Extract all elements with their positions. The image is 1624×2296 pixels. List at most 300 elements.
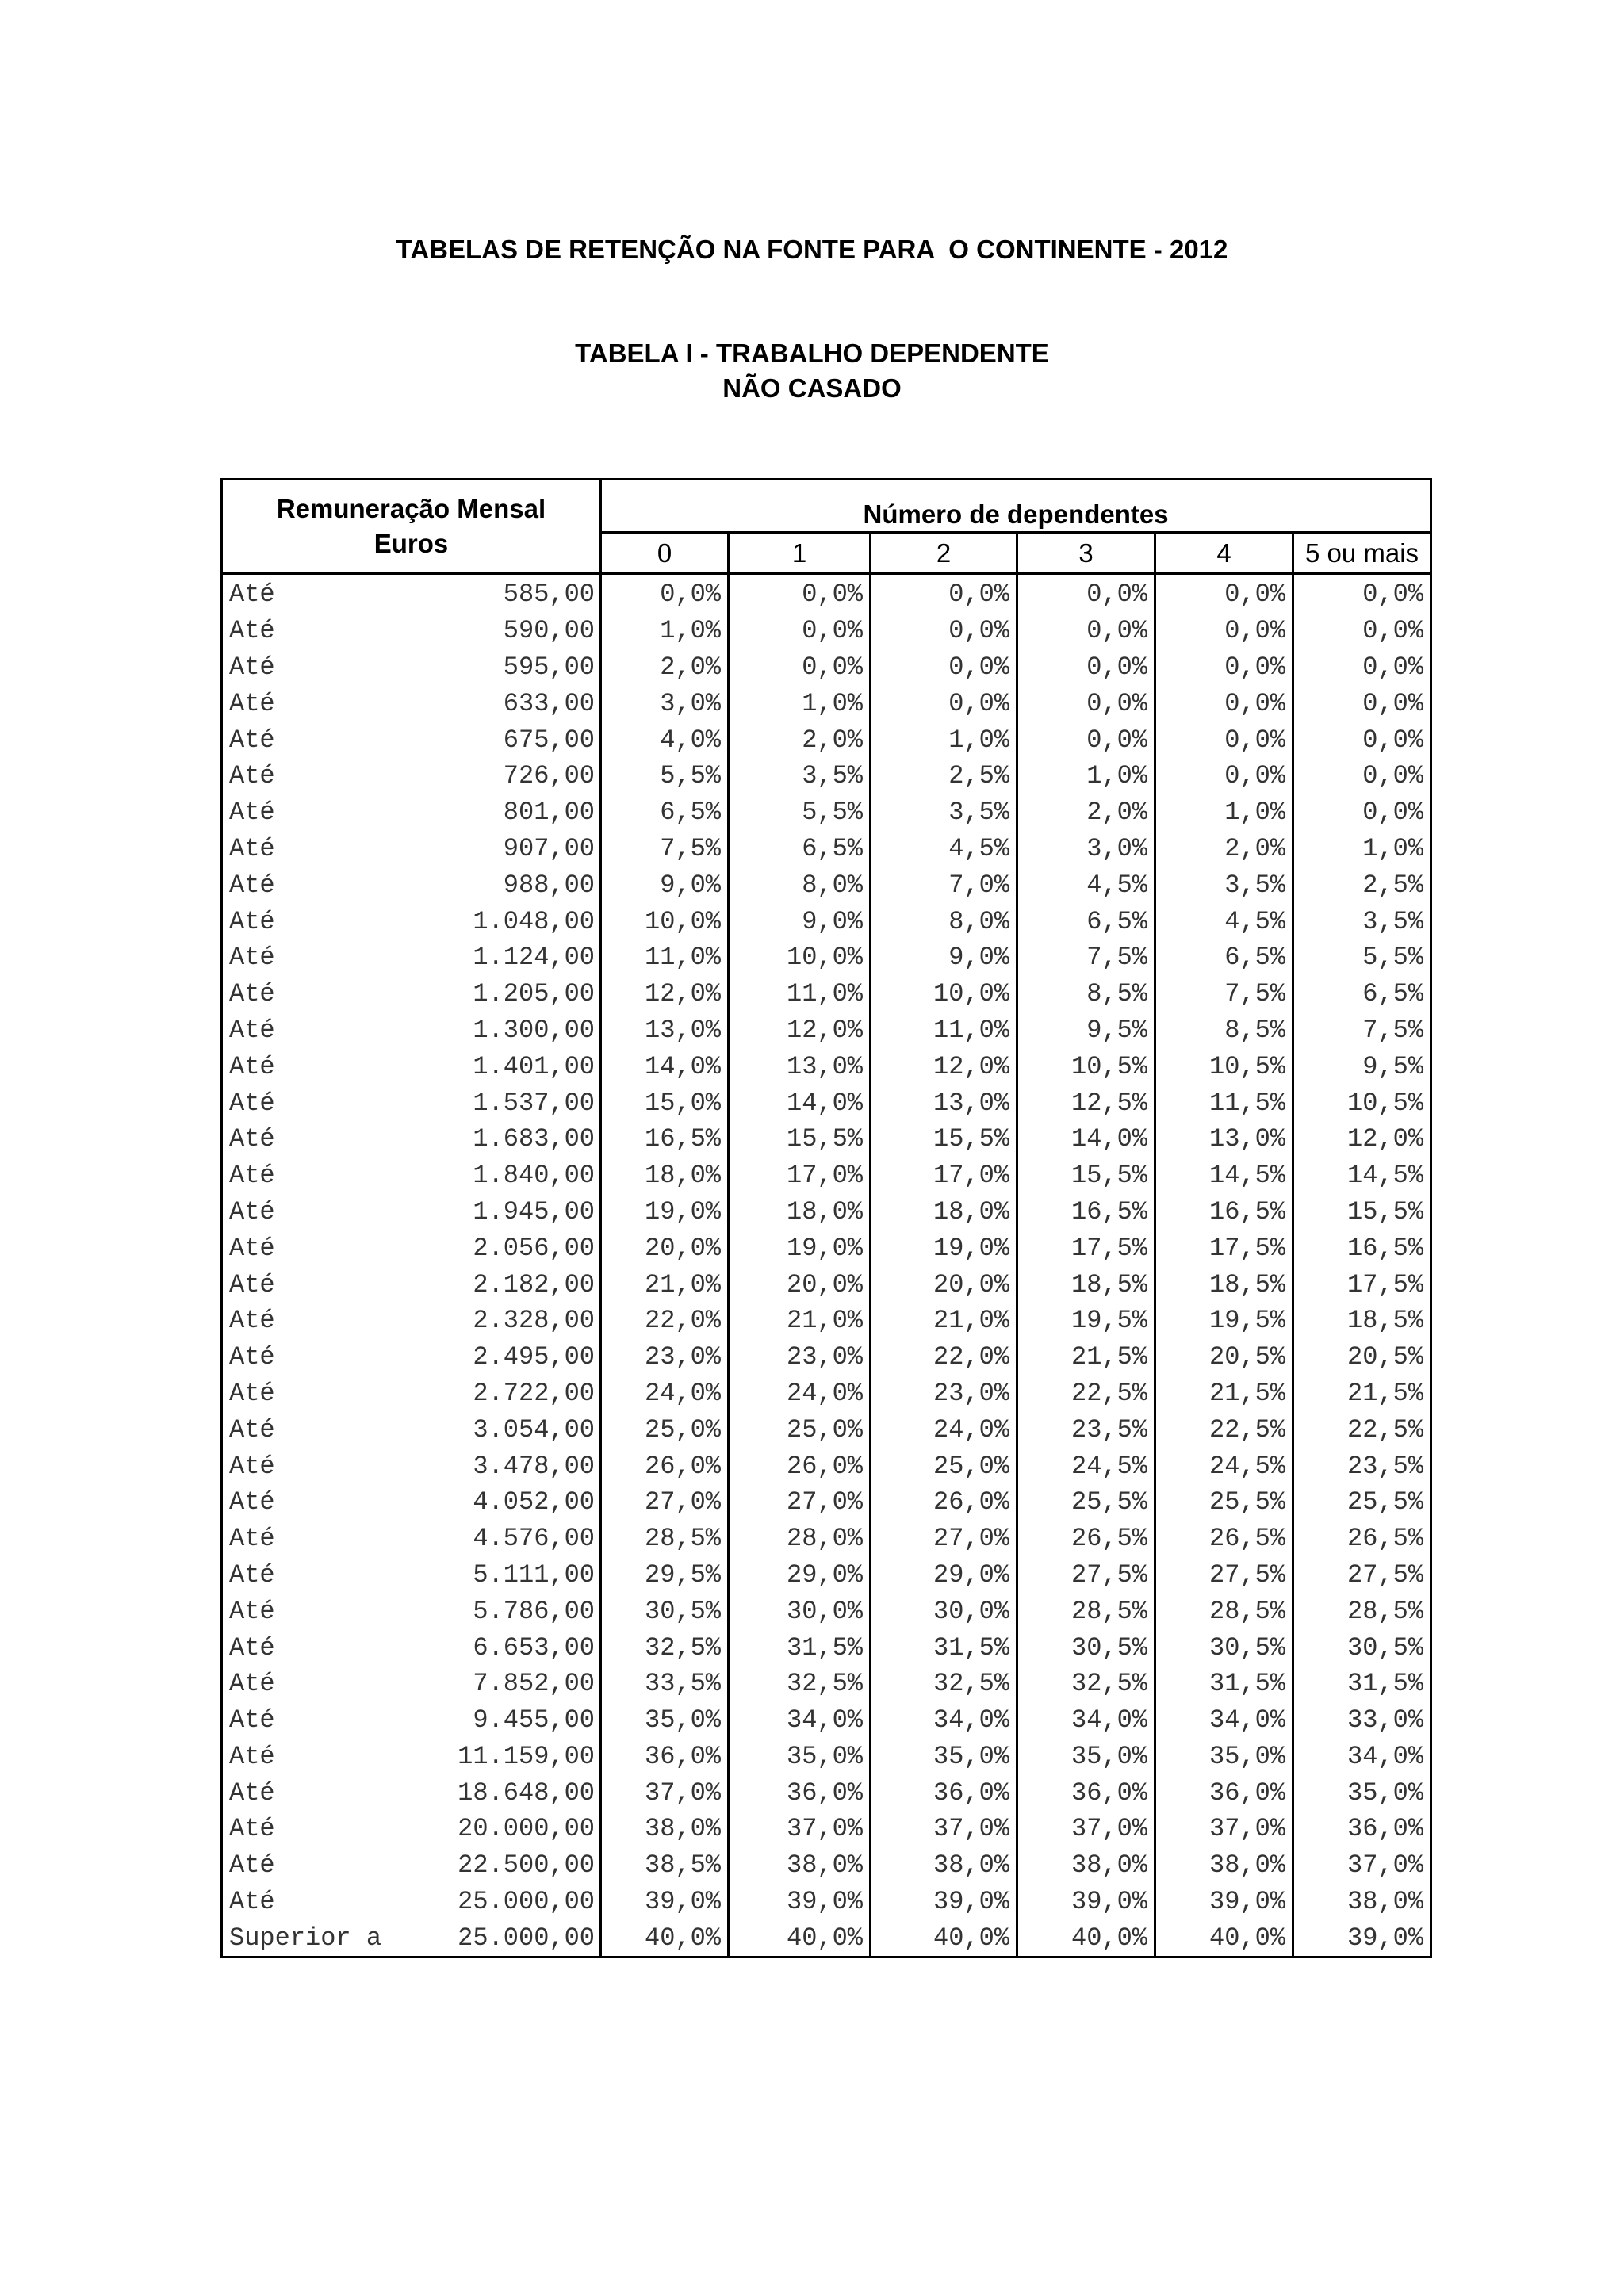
rate-cell: 24,5% [1155,1448,1293,1484]
remuneration-cell [222,1448,601,1484]
remuneration-amount: 11.159,00 [458,1741,595,1771]
remuneration-cell [222,1521,601,1557]
remuneration-amount: 25.000,00 [458,1887,595,1917]
table-row [222,1121,1431,1158]
remuneration-amount: 2.182,00 [473,1269,595,1299]
rate-cell: 39,0% [871,1884,1017,1920]
rate-cell: 15,5% [1293,1194,1431,1230]
remuneration-cell [222,1593,601,1629]
remuneration-amount: 1.401,00 [473,1051,595,1081]
remuneration-cell [222,1666,601,1702]
table-row [222,903,1431,939]
remuneration-amount: 1.300,00 [473,1015,595,1045]
remuneration-amount: 5.111,00 [473,1559,595,1590]
remuneration-cell [222,1774,601,1811]
remuneration-prefix: Até [229,1559,275,1590]
rate-cell: 12,0% [729,1012,871,1049]
rate-cell: 20,5% [1155,1339,1293,1376]
rate-cell: 4,5% [1017,867,1155,903]
rate-cell: 0,0% [871,574,1017,613]
rate-cell: 2,5% [871,758,1017,794]
remuneration-prefix: Até [229,1124,275,1154]
table-row [222,613,1431,649]
rate-cell: 10,5% [1017,1048,1155,1085]
remuneration-prefix: Até [229,616,275,646]
remuneration-cell [222,613,601,649]
rate-cell: 18,5% [1017,1266,1155,1303]
remuneration-amount: 590,00 [503,616,595,646]
rate-cell: 8,0% [871,903,1017,939]
rate-cell: 24,0% [729,1376,871,1412]
rate-cell: 22,5% [1155,1411,1293,1448]
table-row [222,1230,1431,1266]
rate-cell: 18,5% [1155,1266,1293,1303]
rate-cell: 3,0% [601,685,729,721]
rate-cell: 27,0% [601,1484,729,1521]
remuneration-amount: 726,00 [503,761,595,791]
rate-cell: 0,0% [601,574,729,613]
rate-cell: 38,5% [601,1847,729,1884]
rate-cell: 4,5% [1155,903,1293,939]
table-row [222,649,1431,686]
remuneration-cell [222,1884,601,1920]
remuneration-prefix: Até [229,1850,275,1881]
rate-cell: 34,0% [729,1702,871,1739]
remuneration-prefix: Até [229,1487,275,1517]
table-row [222,1303,1431,1339]
remuneration-prefix: Até [229,1342,275,1372]
rate-cell: 14,5% [1293,1158,1431,1194]
remuneration-prefix: Até [229,1378,275,1408]
remuneration-prefix: Até [229,1741,275,1771]
rate-cell: 0,0% [1017,574,1155,613]
rate-cell: 34,0% [1017,1702,1155,1739]
rate-cell: 0,0% [729,613,871,649]
rate-cell: 22,5% [1293,1411,1431,1448]
rate-cell: 25,0% [871,1448,1017,1484]
rate-cell: 32,5% [1017,1666,1155,1702]
table-row [222,1702,1431,1739]
rate-cell: 18,0% [871,1194,1017,1230]
remuneration-prefix: Até [229,1233,275,1263]
table-subtitle: NÃO CASADO [722,373,902,403]
rate-cell: 0,0% [1293,649,1431,686]
table-row [222,1739,1431,1775]
rate-cell: 32,5% [871,1666,1017,1702]
remuneration-cell [222,976,601,1012]
rate-cell: 36,0% [729,1774,871,1811]
remuneration-cell [222,1702,601,1739]
remuneration-prefix: Até [229,580,275,610]
remuneration-amount: 5.786,00 [473,1596,595,1626]
rate-cell: 0,0% [871,613,1017,649]
rate-cell: 15,5% [729,1121,871,1158]
rate-cell: 40,0% [729,1919,871,1957]
remuneration-amount: 2.056,00 [473,1233,595,1263]
remuneration-cell [222,1629,601,1666]
table-row [222,1085,1431,1121]
remuneration-prefix: Até [229,1161,275,1191]
table-header [222,480,1431,574]
rate-cell: 0,0% [1155,613,1293,649]
rate-cell: 37,0% [1293,1847,1431,1884]
rate-cell: 32,5% [601,1629,729,1666]
rate-cell: 30,5% [601,1593,729,1629]
remuneration-amount: 2.722,00 [473,1378,595,1408]
rate-cell: 39,0% [1293,1919,1431,1957]
remuneration-prefix: Até [229,1632,275,1663]
remuneration-cell [222,1557,601,1594]
rate-cell: 19,5% [1155,1303,1293,1339]
rate-cell: 37,0% [1017,1811,1155,1847]
rate-cell: 9,5% [1017,1012,1155,1049]
rate-cell: 0,0% [1293,613,1431,649]
remuneration-cell [222,1121,601,1158]
table-row [222,1811,1431,1847]
remuneration-prefix: Até [229,979,275,1009]
table-row [222,1012,1431,1049]
rate-cell: 20,5% [1293,1339,1431,1376]
remuneration-prefix: Até [229,1196,275,1226]
rate-cell: 39,0% [601,1884,729,1920]
rate-cell: 0,0% [871,649,1017,686]
remuneration-cell [222,1339,601,1376]
rate-cell: 23,5% [1293,1448,1431,1484]
rate-cell: 6,5% [729,831,871,867]
header-dependent-count: 2 [871,533,1017,574]
table-row [222,1593,1431,1629]
rate-cell: 37,0% [1155,1811,1293,1847]
remuneration-cell [222,721,601,758]
rate-cell: 38,0% [1155,1847,1293,1884]
rate-cell: 0,0% [1155,649,1293,686]
remuneration-amount: 3.478,00 [473,1451,595,1481]
rate-cell: 23,5% [1017,1411,1155,1448]
rate-cell: 35,0% [1017,1739,1155,1775]
remuneration-amount: 7.852,00 [473,1669,595,1699]
rate-cell: 11,5% [1155,1085,1293,1121]
rate-cell: 26,0% [601,1448,729,1484]
remuneration-cell [222,1048,601,1085]
remuneration-cell [222,1085,601,1121]
table-row [222,1411,1431,1448]
remuneration-amount: 1.048,00 [473,906,595,936]
remuneration-prefix: Até [229,1015,275,1045]
rate-cell: 0,0% [1155,685,1293,721]
rate-cell: 0,0% [729,574,871,613]
rate-cell: 22,5% [1017,1376,1155,1412]
remuneration-prefix: Até [229,1524,275,1554]
rate-cell: 36,0% [1155,1774,1293,1811]
rate-cell: 27,5% [1293,1557,1431,1594]
table-row [222,1774,1431,1811]
rate-cell: 27,0% [871,1521,1017,1557]
remuneration-cell [222,1484,601,1521]
remuneration-prefix: Até [229,833,275,863]
rate-cell: 30,5% [1293,1629,1431,1666]
rate-cell: 28,5% [1017,1593,1155,1629]
remuneration-cell [222,867,601,903]
rate-cell: 5,5% [601,758,729,794]
rate-cell: 35,0% [601,1702,729,1739]
rate-cell: 4,5% [871,831,1017,867]
rate-cell: 17,5% [1017,1230,1155,1266]
remuneration-prefix: Até [229,1596,275,1626]
remuneration-amount: 9.455,00 [473,1705,595,1735]
remuneration-prefix: Até [229,1887,275,1917]
rate-cell: 14,0% [1017,1121,1155,1158]
rate-cell: 12,5% [1017,1085,1155,1121]
rate-cell: 15,5% [1017,1158,1155,1194]
rate-cell: 9,0% [601,867,729,903]
rate-cell: 24,0% [871,1411,1017,1448]
remuneration-cell [222,903,601,939]
rate-cell: 3,5% [1293,903,1431,939]
rate-cell: 16,5% [1155,1194,1293,1230]
rate-cell: 15,0% [601,1085,729,1121]
rate-cell: 31,5% [1155,1666,1293,1702]
rate-cell: 39,0% [729,1884,871,1920]
remuneration-prefix: Superior a [229,1923,382,1953]
rate-cell: 10,0% [601,903,729,939]
rate-cell: 0,0% [1017,613,1155,649]
rate-cell: 13,0% [729,1048,871,1085]
rate-cell: 6,5% [1155,939,1293,976]
rate-cell: 10,0% [871,976,1017,1012]
rate-cell: 12,0% [871,1048,1017,1085]
rate-cell: 24,0% [601,1376,729,1412]
rate-cell: 20,0% [729,1266,871,1303]
remuneration-prefix: Até [229,1777,275,1808]
rate-cell: 17,5% [1293,1266,1431,1303]
table-row [222,1339,1431,1376]
rate-cell: 15,5% [871,1121,1017,1158]
rate-cell: 0,0% [1155,574,1293,613]
remuneration-prefix: Até [229,870,275,900]
remuneration-prefix: Até [229,906,275,936]
header-dependent-count: 3 [1017,533,1155,574]
remuneration-prefix: Até [229,1669,275,1699]
rate-cell: 19,0% [601,1194,729,1230]
remuneration-cell [222,685,601,721]
remuneration-amount: 907,00 [503,833,595,863]
remuneration-cell [222,1266,601,1303]
rate-cell: 4,0% [601,721,729,758]
rate-cell: 6,5% [1017,903,1155,939]
table-row [222,794,1431,831]
remuneration-amount: 20.000,00 [458,1814,595,1844]
table-row [222,1158,1431,1194]
rate-cell: 14,0% [601,1048,729,1085]
rate-cell: 17,5% [1155,1230,1293,1266]
rate-cell: 10,0% [729,939,871,976]
rate-cell: 21,0% [871,1303,1017,1339]
rate-cell: 9,5% [1293,1048,1431,1085]
rate-cell: 18,0% [601,1158,729,1194]
rate-cell: 25,0% [729,1411,871,1448]
header-remuneracao-line1: Remuneração Mensal [276,494,546,523]
remuneration-amount: 1.537,00 [473,1088,595,1118]
rate-cell: 23,0% [601,1339,729,1376]
rate-cell: 13,0% [871,1085,1017,1121]
rate-cell: 2,0% [1017,794,1155,831]
table-row [222,1048,1431,1085]
rate-cell: 9,0% [871,939,1017,976]
rate-cell: 1,0% [729,685,871,721]
rate-cell: 0,0% [1293,758,1431,794]
rate-cell: 21,5% [1293,1376,1431,1412]
rate-cell: 19,0% [871,1230,1017,1266]
retention-table [220,478,1432,1958]
remuneration-cell [222,1230,601,1266]
rate-cell: 29,5% [601,1557,729,1594]
rate-cell: 29,0% [871,1557,1017,1594]
rate-cell: 21,5% [1017,1339,1155,1376]
rate-cell: 40,0% [871,1919,1017,1957]
rate-cell: 36,0% [601,1739,729,1775]
remuneration-amount: 2.495,00 [473,1342,595,1372]
table-row [222,1376,1431,1412]
remuneration-prefix: Até [229,798,275,828]
remuneration-prefix: Até [229,688,275,718]
rate-cell: 31,5% [729,1629,871,1666]
rate-cell: 22,0% [871,1339,1017,1376]
rate-cell: 10,5% [1155,1048,1293,1085]
rate-cell: 27,5% [1017,1557,1155,1594]
remuneration-amount: 4.576,00 [473,1524,595,1554]
rate-cell: 26,5% [1017,1521,1155,1557]
rate-cell: 3,0% [1017,831,1155,867]
rate-cell: 1,0% [871,721,1017,758]
rate-cell: 36,0% [1293,1811,1431,1847]
header-dependent-count: 1 [729,533,871,574]
rate-cell: 30,5% [1017,1629,1155,1666]
header-dependentes: Número de dependentes [601,480,1431,533]
remuneration-amount: 633,00 [503,688,595,718]
rate-cell: 12,0% [1293,1121,1431,1158]
rate-cell: 0,0% [1017,721,1155,758]
rate-cell: 19,0% [729,1230,871,1266]
remuneration-prefix: Até [229,1088,275,1118]
rate-cell: 17,0% [729,1158,871,1194]
header-remuneracao-line2: Euros [373,529,449,558]
remuneration-amount: 1.683,00 [473,1124,595,1154]
rate-cell: 0,0% [729,649,871,686]
rate-cell: 36,0% [871,1774,1017,1811]
header-dependent-count: 4 [1155,533,1293,574]
table-row [222,1194,1431,1230]
header-remuneracao [222,480,601,574]
table-row [222,831,1431,867]
rate-cell: 35,0% [729,1739,871,1775]
rate-cell: 35,0% [1155,1739,1293,1775]
rate-cell: 0,0% [1155,721,1293,758]
remuneration-cell [222,1158,601,1194]
rate-cell: 34,0% [1293,1739,1431,1775]
table-row [222,1448,1431,1484]
rate-cell: 2,5% [1293,867,1431,903]
remuneration-cell [222,1739,601,1775]
rate-cell: 36,0% [1017,1774,1155,1811]
remuneration-cell [222,1847,601,1884]
rate-cell: 0,0% [1293,574,1431,613]
rate-cell: 35,0% [871,1739,1017,1775]
remuneration-amount: 6.653,00 [473,1632,595,1663]
rate-cell: 38,0% [871,1847,1017,1884]
rate-cell: 25,5% [1293,1484,1431,1521]
table-row [222,1557,1431,1594]
remuneration-amount: 1.840,00 [473,1161,595,1191]
rate-cell: 7,0% [871,867,1017,903]
rate-cell: 7,5% [1293,1012,1431,1049]
rate-cell: 1,0% [1293,831,1431,867]
rate-cell: 13,0% [1155,1121,1293,1158]
rate-cell: 28,0% [729,1521,871,1557]
table-row [222,939,1431,976]
remuneration-prefix: Até [229,1269,275,1299]
table-row [222,1847,1431,1884]
rate-cell: 28,5% [1155,1593,1293,1629]
rate-cell: 0,0% [1155,758,1293,794]
rate-cell: 21,5% [1155,1376,1293,1412]
table-row [222,758,1431,794]
rate-cell: 2,0% [1155,831,1293,867]
rate-cell: 25,0% [601,1411,729,1448]
remuneration-prefix: Até [229,943,275,973]
rate-cell: 38,0% [729,1847,871,1884]
rate-cell: 37,0% [601,1774,729,1811]
remuneration-cell [222,939,601,976]
rate-cell: 10,5% [1293,1085,1431,1121]
rate-cell: 2,0% [601,649,729,686]
table-row [222,1884,1431,1920]
remuneration-prefix: Até [229,1705,275,1735]
rate-cell: 30,5% [1155,1629,1293,1666]
rate-cell: 7,5% [1155,976,1293,1012]
rate-cell: 11,0% [729,976,871,1012]
rate-cell: 13,0% [601,1012,729,1049]
rate-cell: 1,0% [1017,758,1155,794]
header-dependent-count: 5 ou mais [1293,533,1431,574]
rate-cell: 38,0% [1293,1884,1431,1920]
rate-cell: 0,0% [1293,794,1431,831]
remuneration-prefix: Até [229,725,275,755]
rate-cell: 28,5% [1293,1593,1431,1629]
rate-cell: 18,0% [729,1194,871,1230]
remuneration-cell [222,1919,601,1957]
rate-cell: 25,5% [1155,1484,1293,1521]
remuneration-cell [222,1811,601,1847]
rate-cell: 23,0% [871,1376,1017,1412]
remuneration-cell [222,1376,601,1412]
table-row [222,685,1431,721]
rate-cell: 34,0% [1155,1702,1293,1739]
rate-cell: 5,5% [1293,939,1431,976]
remuneration-amount: 4.052,00 [473,1487,595,1517]
table-row [222,1521,1431,1557]
rate-cell: 20,0% [871,1266,1017,1303]
rate-cell: 3,5% [1155,867,1293,903]
table-title: TABELA I - TRABALHO DEPENDENTE [575,339,1049,368]
rate-cell: 6,5% [601,794,729,831]
rate-cell: 26,0% [729,1448,871,1484]
remuneration-amount: 2.328,00 [473,1306,595,1336]
table-row [222,574,1431,613]
rate-cell: 32,5% [729,1666,871,1702]
rate-cell: 26,5% [1155,1521,1293,1557]
header-dependent-count: 0 [601,533,729,574]
remuneration-amount: 675,00 [503,725,595,755]
